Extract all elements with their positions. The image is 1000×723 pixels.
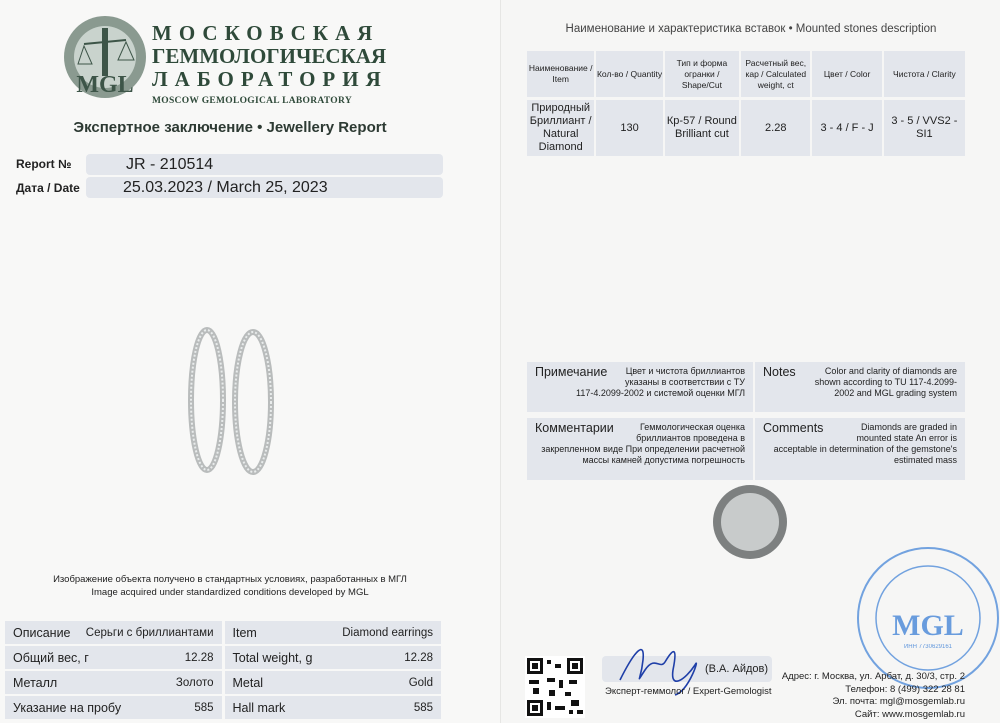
earrings-photo xyxy=(175,320,285,480)
comments-en-text: Diamonds are graded in mounted state An error is acceptable in determination of the gemstone's estimated mass xyxy=(773,422,957,465)
lab-name-en: MOSCOW GEMOLOGICAL LABORATORY xyxy=(152,96,352,106)
item-label: Металл xyxy=(13,675,58,690)
table-cell: 3 - 4 / F - J xyxy=(812,100,881,156)
item-value: 585 xyxy=(413,701,433,714)
contact-address: Адрес: г. Москва, ул. Арбат, д. 30/3, стр. 2 xyxy=(781,671,965,682)
item-cell-ru xyxy=(5,621,222,644)
item-value: 12.28 xyxy=(184,651,214,664)
column-header: Чистота / Clarity xyxy=(884,51,965,97)
column-header: Расчетный вес, кар / Calculated weight, ct xyxy=(741,51,810,97)
item-label: Указание на пробу xyxy=(13,700,122,715)
lab-name xyxy=(152,22,388,107)
expert-name: (В.А. Айдов) xyxy=(705,663,769,675)
item-label: Hall mark xyxy=(232,700,286,715)
item-label: Item xyxy=(232,625,257,640)
item-label: Общий вес, г xyxy=(13,650,89,665)
column-header: Цвет / Color xyxy=(812,51,881,97)
item-cell-ru xyxy=(5,696,222,719)
notes-ru xyxy=(527,362,753,412)
item-table-row xyxy=(5,621,441,644)
comments-en xyxy=(755,418,965,480)
comments-ru xyxy=(527,418,753,480)
item-value: Gold xyxy=(408,676,433,689)
hologram-seal xyxy=(712,484,788,560)
image-caption-en: Image acquired under standardized conditions developed by MGL xyxy=(91,587,369,598)
date-label: Дата / Date xyxy=(16,181,80,195)
item-value: Золото xyxy=(175,676,214,689)
item-table-row xyxy=(5,646,441,669)
table-cell: Природный Бриллиант / Natural Diamond xyxy=(527,100,594,156)
company-stamp xyxy=(850,540,1000,690)
stones-table-header xyxy=(527,51,965,97)
item-label: Total weight, g xyxy=(232,650,313,665)
stones-title: Наименование и характеристика вставок • Mounted stones description xyxy=(565,23,937,35)
table-cell: 3 - 5 / VVS2 - SI1 xyxy=(884,100,965,156)
qr-code xyxy=(525,656,585,718)
item-value: Серьги с бриллиантами xyxy=(85,626,214,639)
item-label: Metal xyxy=(232,675,264,690)
report-number-label: Report № xyxy=(16,157,72,171)
contact-site[interactable]: Сайт: www.mosgemlab.ru xyxy=(854,708,965,720)
notes-ru-text: Цвет и чистота бриллиантов указаны в соответствии с ТУ 117-4.2099-2002 и системой оценки МГЛ xyxy=(576,366,745,398)
item-cell-en xyxy=(225,646,442,669)
item-label: Описание xyxy=(13,625,71,640)
column-header: Наименование / Item xyxy=(527,51,594,97)
column-header: Кол-во / Quantity xyxy=(596,51,662,97)
notes-ru-heading: Примечание xyxy=(535,365,608,379)
image-caption-ru: Изображение объекта получено в стандартных условиях, разработанных в МГЛ xyxy=(53,574,407,585)
item-value: 585 xyxy=(194,701,214,714)
notes-en-heading: Notes xyxy=(763,365,796,379)
item-value: 12.28 xyxy=(404,651,433,664)
item-value: Diamond earrings xyxy=(342,626,433,639)
notes-en-text: Color and clarity of diamonds are shown according to TU 117-4.2099-2002 and MGL grading system xyxy=(814,366,957,398)
notes-en xyxy=(755,362,965,412)
item-cell-ru xyxy=(5,646,222,669)
table-cell: 130 xyxy=(596,100,662,156)
report-number: JR - 210514 xyxy=(126,156,214,173)
column-header: Тип и форма огранки / Shape/Cut xyxy=(665,51,739,97)
report-date: 25.03.2023 / March 25, 2023 xyxy=(123,179,328,196)
expert-role: Эксперт-геммолог / Expert-Gemologist xyxy=(605,686,772,697)
item-cell-en xyxy=(225,696,442,719)
image-caption xyxy=(0,573,460,599)
lab-name-line3: ЛАБОРАТОРИЯ xyxy=(152,67,388,91)
svg-text:MGL: MGL xyxy=(892,609,964,642)
item-table-row xyxy=(5,671,441,694)
contact-email[interactable]: Эл. почта: mgl@mosgemlab.ru xyxy=(832,696,965,707)
stones-table-row xyxy=(527,100,965,156)
contact-phone: Телефон: 8 (499) 322 28 81 xyxy=(845,683,965,695)
table-cell: Кр-57 / Round Brilliant cut xyxy=(665,100,739,156)
date-field xyxy=(86,177,443,198)
comments-ru-heading: Комментарии xyxy=(535,421,614,435)
comments-ru-text: Геммологическая оценка бриллиантов проведена в закрепленном виде При определении расчетной массы камней допустима погрешность xyxy=(541,422,745,465)
contacts xyxy=(700,671,965,721)
svg-text:ИНН 7730629161: ИНН 7730629161 xyxy=(903,644,953,650)
comments-en-heading: Comments xyxy=(763,421,824,435)
item-cell-en xyxy=(225,671,442,694)
mgl-emblem-logo xyxy=(62,14,148,100)
item-cell-en xyxy=(225,621,442,644)
table-cell: 2.28 xyxy=(741,100,810,156)
item-table-row xyxy=(5,696,441,719)
report-title: Экспертное заключение • Jewellery Report xyxy=(73,119,387,136)
lab-name-line2: ГЕММОЛОГИЧЕСКАЯ xyxy=(152,44,387,68)
lab-name-line1: МОСКОВСКАЯ xyxy=(152,21,380,45)
item-cell-ru xyxy=(5,671,222,694)
svg-text:MGL: MGL xyxy=(76,72,134,98)
report-number-field xyxy=(86,154,443,175)
